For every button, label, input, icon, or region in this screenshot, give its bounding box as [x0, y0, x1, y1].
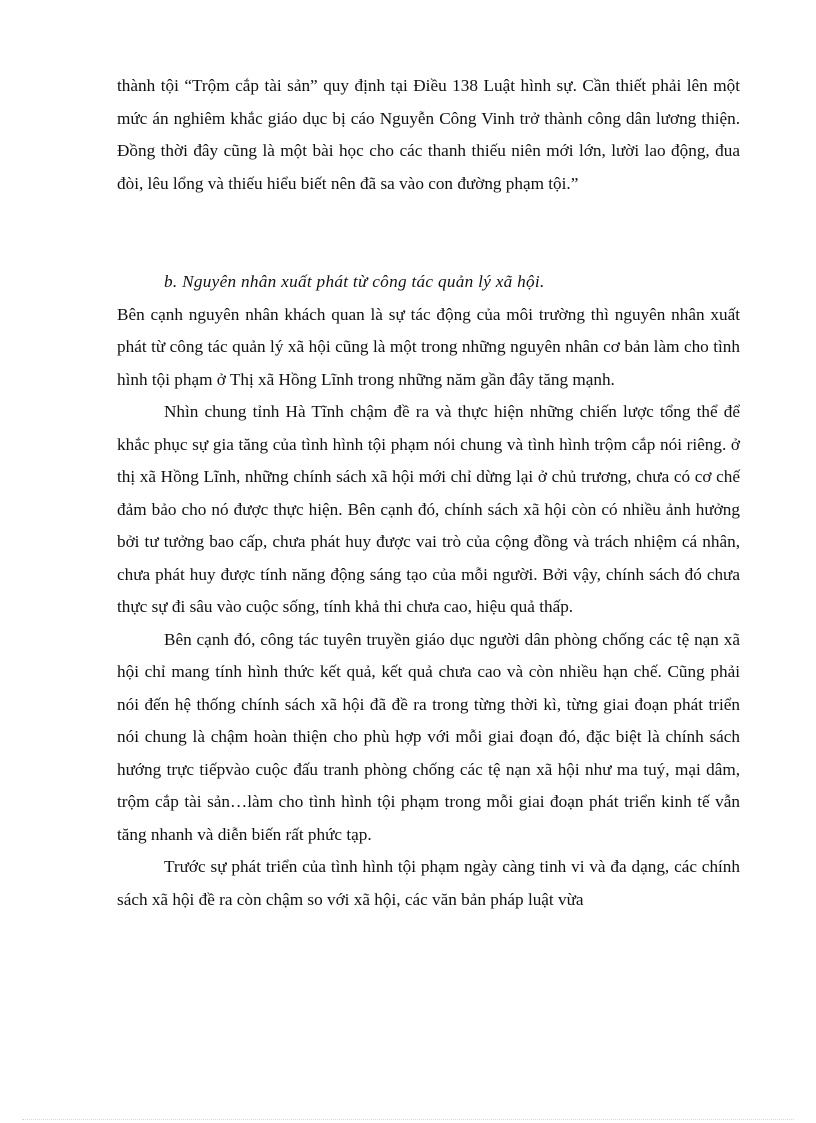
paragraph-continuation: thành tội “Trộm cắp tài sản” quy định tại Điều 138 Luật hình sự. Cần thiết phải lên một mức án nghiêm khắc giáo dục bị cáo Nguyễn Công Vinh trở thành công dân lương thiện. Đồng thời đây cũng là một bài học cho các thanh thiếu niên mới lớn, lười lao động, đua đòi, lêu lổng và thiếu hiểu biết nên đã sa vào con đường phạm tội.” [117, 76, 740, 193]
paragraph-body-2: Bên cạnh đó, công tác tuyên truyền giáo dục người dân phòng chống các tệ nạn xã hội chỉ mang tính hình thức kết quả, kết quả chưa cao và còn nhiều hạn chế. Cũng phải nói đến hệ thống chính sách xã hội đã đề ra trong từng thời kì, từng giai đoạn phát triển nói chung là chậm hoàn thiện cho phù hợp với mỗi giai đoạn đó, đặc biệt là chính sách hướng trực tiếpvào cuộc đấu tranh phòng chống các tệ nạn xã hội như ma tuý, mại dâm, trộm cắp tài sản…làm cho tình hình tội phạm trong mỗi giai đoạn phát triển kinh tế vẫn tăng nhanh và diễn biến rất phức tạp. [117, 629, 740, 844]
paragraph-body-3: Trước sự phát triển của tình hình tội phạm ngày càng tinh vi và đa dạng, các chính sách xã hội đề ra còn chậm so với xã hội, các văn bản pháp luật vừa [117, 857, 740, 909]
document-page [117, 70, 740, 916]
section-heading: b. Nguyên nhân xuất phát từ công tác quản lý xã hội. [164, 272, 545, 291]
paragraph-body-1: Nhìn chung tỉnh Hà Tĩnh chậm đề ra và thực hiện những chiến lược tổng thể để khắc phục sự gia tăng của tình hình tội phạm nói chung và tình hình trộm cắp nói riêng. ở thị xã Hồng Lĩnh, những chính sách xã hội mới chỉ dừng lại ở chủ trương, chưa có cơ chế đảm bảo cho nó được thực hiện. Bên cạnh đó, chính sách xã hội còn có nhiều ảnh hưởng bởi tư tưởng bao cấp, chưa phát huy được vai trò của cộng đồng và trách nhiệm cá nhân, chưa phát huy được tính năng động sáng tạo của mỗi người. Bởi vậy, chính sách đó chưa thực sự đi sâu vào cuộc sống, tính khả thi chưa cao, hiệu quả thấp. [117, 402, 740, 616]
page-bottom-divider [22, 1119, 794, 1120]
paragraph-intro: Bên cạnh nguyên nhân khách quan là sự tác động của môi trường thì nguyên nhân xuất phát từ công tác quản lý xã hội cũng là một trong những nguyên nhân cơ bản làm cho tình hình tội phạm ở Thị xã Hồng Lĩnh trong những năm gần đây tăng mạnh. [117, 304, 740, 389]
